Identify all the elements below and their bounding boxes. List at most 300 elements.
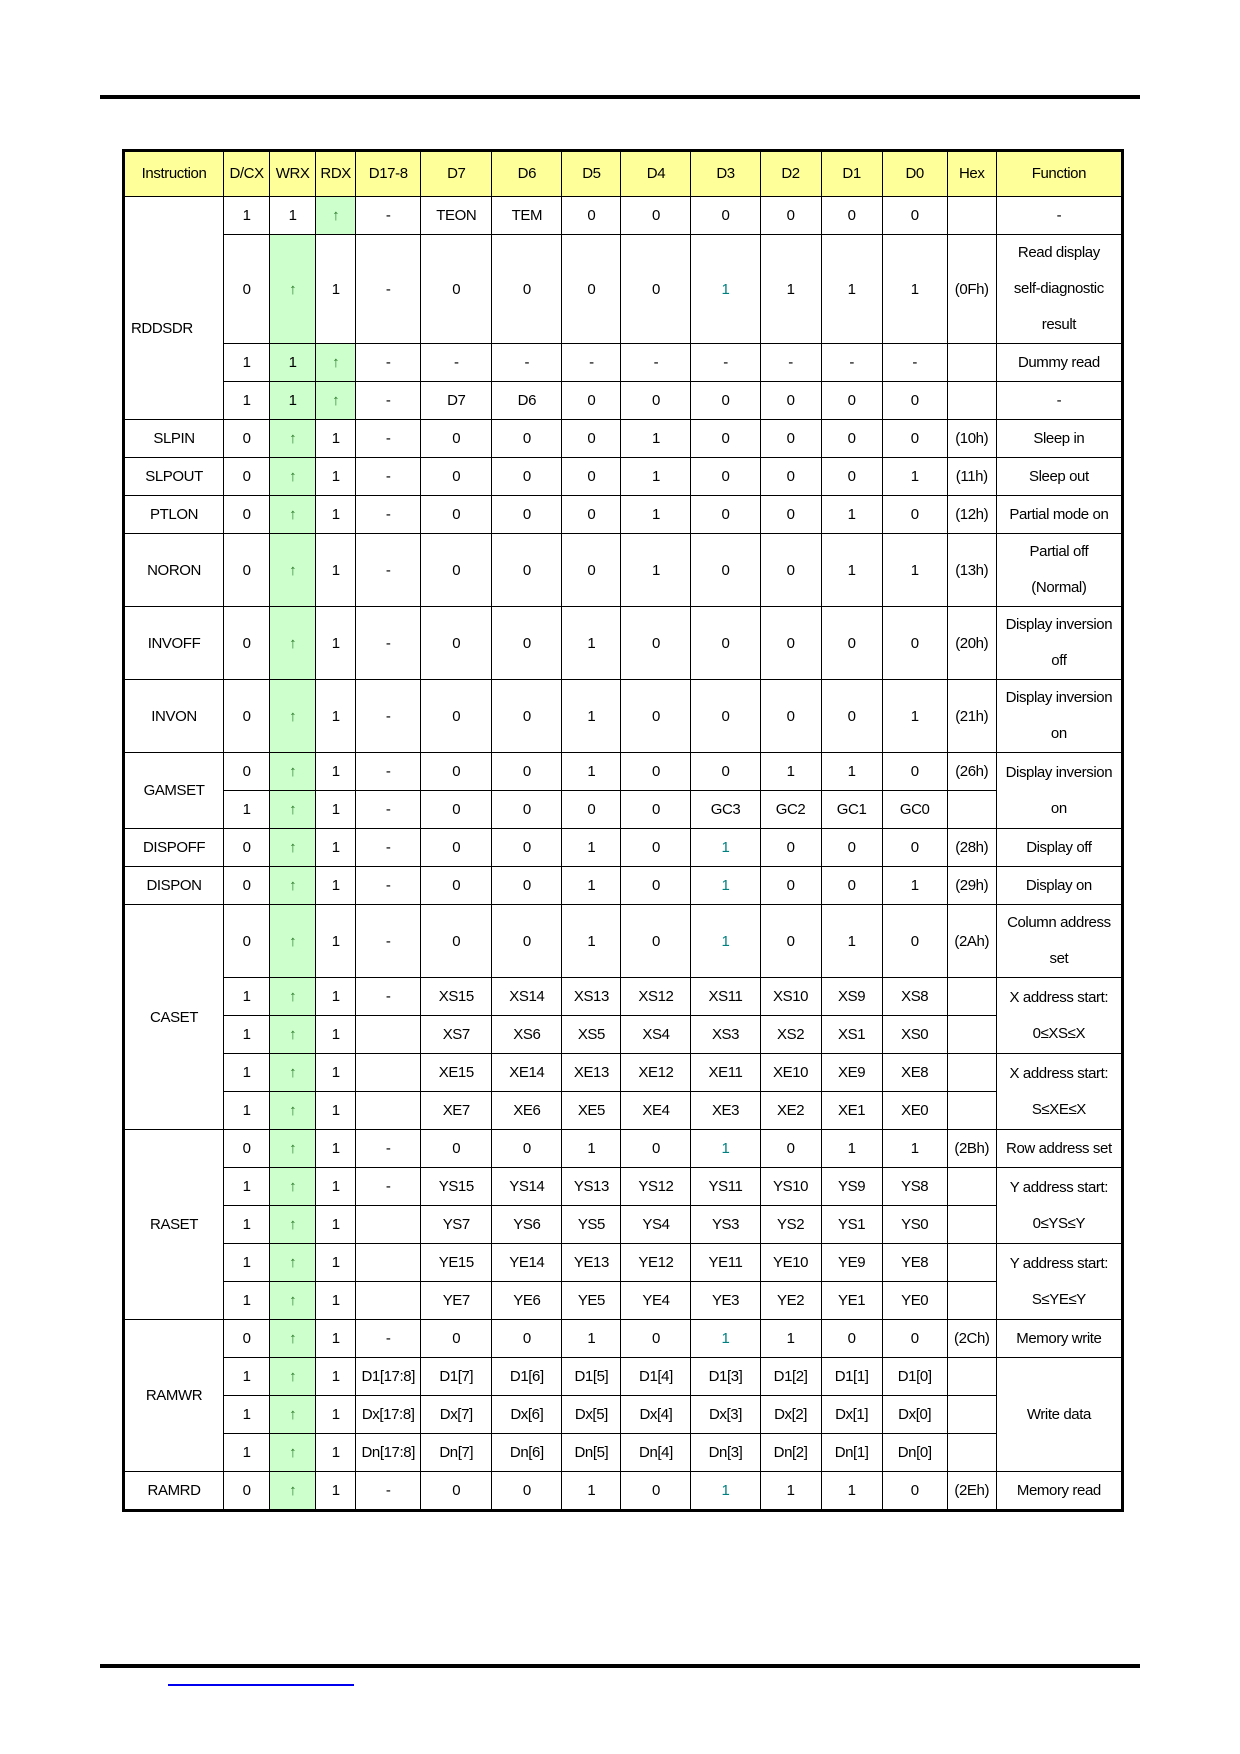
- cell-d0: 1: [882, 1130, 947, 1168]
- cell-d5: 1: [562, 607, 621, 680]
- col-header-function: Function: [996, 151, 1122, 197]
- cell-hex: [947, 978, 996, 1016]
- cell-rdx: 1: [316, 1206, 356, 1244]
- function-line: 0≤XS≤X: [1032, 1024, 1086, 1042]
- cell-hex: (21h): [947, 680, 996, 753]
- cell-wrx: [270, 607, 316, 680]
- cell-d5: 1: [562, 753, 621, 791]
- cell-d6: 0: [492, 829, 562, 867]
- cell-hex: (2Bh): [947, 1130, 996, 1168]
- cell-d17-8: Dx[17:8]: [356, 1396, 421, 1434]
- cell-d4: -: [621, 344, 691, 382]
- cell-d6: XS6: [492, 1016, 562, 1054]
- cell-d7: 0: [421, 1320, 492, 1358]
- cell-hex: [947, 197, 996, 235]
- rising-edge-arrow-icon: ↑: [289, 1026, 297, 1043]
- cell-d2: 0: [760, 197, 821, 235]
- cell-function: [996, 1168, 1122, 1244]
- cell-d2: XS10: [760, 978, 821, 1016]
- cell-instruction: RAMWR: [124, 1320, 224, 1472]
- cell-d0: Dx[0]: [882, 1396, 947, 1434]
- cell-d17-8: -: [356, 235, 421, 344]
- cell-rdx: 1: [316, 978, 356, 1016]
- cell-function: Memory write: [996, 1320, 1122, 1358]
- cell-d0: YE8: [882, 1244, 947, 1282]
- cell-d7: 0: [421, 680, 492, 753]
- cell-d6: YE14: [492, 1244, 562, 1282]
- cell-d6: 0: [492, 680, 562, 753]
- cell-d0: 1: [882, 680, 947, 753]
- rising-edge-arrow-icon: ↑: [289, 988, 297, 1005]
- function-line: Read display: [1017, 244, 1100, 261]
- rising-edge-arrow-icon: ↑: [289, 430, 297, 447]
- cell-wrx: [270, 791, 316, 829]
- cell-d4: 0: [621, 791, 691, 829]
- cell-d3: 0: [691, 680, 760, 753]
- cell-dcx: 1: [224, 791, 270, 829]
- function-line: off: [1051, 652, 1067, 669]
- cell-d2: YS10: [760, 1168, 821, 1206]
- cell-d6: D1[6]: [492, 1358, 562, 1396]
- cell-d1: 0: [821, 867, 882, 905]
- cell-dcx: 0: [224, 1130, 270, 1168]
- cell-d0: 0: [882, 829, 947, 867]
- cell-d5: 0: [562, 496, 621, 534]
- cell-dcx: 0: [224, 235, 270, 344]
- cell-d17-8: -: [356, 197, 421, 235]
- col-header-wrx: WRX: [270, 151, 316, 197]
- cell-d1: YS1: [821, 1206, 882, 1244]
- cell-hex: (10h): [947, 420, 996, 458]
- cell-wrx: [270, 1434, 316, 1472]
- cell-d2: XS2: [760, 1016, 821, 1054]
- cell-d7: Dx[7]: [421, 1396, 492, 1434]
- cell-hex: (11h): [947, 458, 996, 496]
- cell-instruction: SLPIN: [124, 420, 224, 458]
- cell-d0: 0: [882, 1320, 947, 1358]
- cell-d2: XE10: [760, 1054, 821, 1092]
- table-row: [124, 829, 1123, 867]
- cell-d0: 1: [882, 867, 947, 905]
- table-row: [124, 1054, 1123, 1092]
- cell-d7: 0: [421, 496, 492, 534]
- cell-dcx: 1: [224, 978, 270, 1016]
- rising-edge-arrow-icon: ↑: [289, 932, 297, 950]
- table-row: [124, 534, 1123, 607]
- cell-hex: (28h): [947, 829, 996, 867]
- cell-d17-8: -: [356, 978, 421, 1016]
- cell-d4: Dx[4]: [621, 1396, 691, 1434]
- cell-rdx: 1: [316, 1168, 356, 1206]
- cell-d3: 1: [691, 1320, 760, 1358]
- cell-d5: Dn[5]: [562, 1434, 621, 1472]
- cell-d2: 0: [760, 905, 821, 978]
- cell-d0: XS8: [882, 978, 947, 1016]
- cell-d7: 0: [421, 420, 492, 458]
- cell-d2: Dn[2]: [760, 1434, 821, 1472]
- cell-d6: YS14: [492, 1168, 562, 1206]
- cell-hex: (2Ch): [947, 1320, 996, 1358]
- cell-dcx: 1: [224, 1206, 270, 1244]
- cell-d7: YE7: [421, 1282, 492, 1320]
- table-row: [124, 905, 1123, 978]
- table-row: [124, 1282, 1123, 1320]
- cell-d1: YS9: [821, 1168, 882, 1206]
- cell-d5: XE13: [562, 1054, 621, 1092]
- cell-d6: 0: [492, 867, 562, 905]
- cell-dcx: 0: [224, 829, 270, 867]
- cell-instruction: PTLON: [124, 496, 224, 534]
- footer-rule: [100, 1664, 1140, 1668]
- cell-d2: D1[2]: [760, 1358, 821, 1396]
- cell-rdx: 1: [316, 867, 356, 905]
- cell-function: Dummy read: [996, 344, 1122, 382]
- cell-d5: -: [562, 344, 621, 382]
- cell-d0: D1[0]: [882, 1358, 947, 1396]
- rising-edge-arrow-icon: ↑: [289, 1178, 297, 1195]
- cell-d7: TEON: [421, 197, 492, 235]
- cell-rdx: 1: [316, 829, 356, 867]
- cell-wrx: [270, 458, 316, 496]
- cell-function: Display on: [996, 867, 1122, 905]
- cell-d7: 0: [421, 753, 492, 791]
- cell-function: -: [996, 197, 1122, 235]
- cell-d4: XS4: [621, 1016, 691, 1054]
- rising-edge-arrow-icon: ↑: [289, 1368, 297, 1385]
- cell-d0: 0: [882, 753, 947, 791]
- cell-hex: [947, 1282, 996, 1320]
- cell-d4: 0: [621, 680, 691, 753]
- cell-d1: 1: [821, 905, 882, 978]
- cell-d2: 0: [760, 607, 821, 680]
- cell-function: -: [996, 382, 1122, 420]
- cell-d2: 1: [760, 1472, 821, 1511]
- function-line: S≤YE≤Y: [1031, 1290, 1086, 1308]
- cell-d17-8: -: [356, 344, 421, 382]
- cell-d17-8: Dn[17:8]: [356, 1434, 421, 1472]
- cell-hex: (29h): [947, 867, 996, 905]
- cell-function: Row address set: [996, 1130, 1122, 1168]
- cell-rdx: [316, 382, 356, 420]
- table-row: [124, 1092, 1123, 1130]
- cell-d3: 1: [691, 1472, 760, 1511]
- cell-d2: 0: [760, 829, 821, 867]
- cell-wrx: [270, 905, 316, 978]
- cell-wrx: [270, 1054, 316, 1092]
- cell-d5: YS13: [562, 1168, 621, 1206]
- cell-d0: 0: [882, 197, 947, 235]
- cell-dcx: 1: [224, 344, 270, 382]
- cell-dcx: 0: [224, 867, 270, 905]
- cell-d2: -: [760, 344, 821, 382]
- function-line: on: [1050, 725, 1067, 742]
- cell-d4: 0: [621, 1130, 691, 1168]
- table-row: [124, 1472, 1123, 1511]
- cell-d4: 0: [621, 1320, 691, 1358]
- col-header-d7: D7: [421, 151, 492, 197]
- function-line: S≤XE≤X: [1031, 1100, 1086, 1118]
- rising-edge-arrow-icon: ↑: [289, 561, 297, 579]
- cell-d6: 0: [492, 534, 562, 607]
- cell-d4: 0: [621, 197, 691, 235]
- cell-wrx: [270, 1472, 316, 1511]
- cell-d1: D1[1]: [821, 1358, 882, 1396]
- cell-d7: XE7: [421, 1092, 492, 1130]
- cell-d2: 0: [760, 867, 821, 905]
- cell-d1: 0: [821, 382, 882, 420]
- cell-rdx: 1: [316, 1016, 356, 1054]
- cell-dcx: 1: [224, 1358, 270, 1396]
- function-line: (Normal): [1031, 579, 1087, 596]
- cell-d4: XE4: [621, 1092, 691, 1130]
- cell-d0: XE0: [882, 1092, 947, 1130]
- cell-d3: 1: [691, 905, 760, 978]
- cell-d3: -: [691, 344, 760, 382]
- cell-d6: 0: [492, 420, 562, 458]
- cell-wrx: [270, 1320, 316, 1358]
- cell-wrx: [270, 1358, 316, 1396]
- cell-d5: 1: [562, 1320, 621, 1358]
- cell-function: Partial mode on: [996, 496, 1122, 534]
- cell-d2: 0: [760, 680, 821, 753]
- cell-d4: YE12: [621, 1244, 691, 1282]
- cell-d6: 0: [492, 1472, 562, 1511]
- cell-rdx: 1: [316, 420, 356, 458]
- cell-d3: XE11: [691, 1054, 760, 1092]
- cell-d5: 1: [562, 680, 621, 753]
- rising-edge-arrow-icon: ↑: [289, 839, 297, 856]
- cell-d6: 0: [492, 905, 562, 978]
- cell-d5: XE5: [562, 1092, 621, 1130]
- cell-d7: D7: [421, 382, 492, 420]
- cell-function: Write data: [996, 1358, 1122, 1472]
- cell-dcx: 0: [224, 905, 270, 978]
- cell-d4: 0: [621, 867, 691, 905]
- cell-d6: XS14: [492, 978, 562, 1016]
- cell-d2: 0: [760, 382, 821, 420]
- cell-hex: (2Eh): [947, 1472, 996, 1511]
- cell-d6: 0: [492, 753, 562, 791]
- rising-edge-arrow-icon: ↑: [289, 707, 297, 725]
- cell-d4: Dn[4]: [621, 1434, 691, 1472]
- cell-instruction: INVON: [124, 680, 224, 753]
- cell-function: [996, 235, 1122, 344]
- cell-d6: 0: [492, 496, 562, 534]
- cell-hex: (20h): [947, 607, 996, 680]
- cell-d7: XS7: [421, 1016, 492, 1054]
- cell-wrx: 1: [270, 382, 316, 420]
- cell-instruction: INVOFF: [124, 607, 224, 680]
- cell-d3: YE11: [691, 1244, 760, 1282]
- cell-hex: [947, 1206, 996, 1244]
- cell-function: [996, 534, 1122, 607]
- table-row: [124, 1244, 1123, 1282]
- cell-wrx: [270, 420, 316, 458]
- cell-function: [996, 905, 1122, 978]
- table-row: [124, 680, 1123, 753]
- cell-rdx: 1: [316, 534, 356, 607]
- col-header-dcx: D/CX: [224, 151, 270, 197]
- cell-d17-8: -: [356, 867, 421, 905]
- cell-d3: YS3: [691, 1206, 760, 1244]
- cell-hex: [947, 344, 996, 382]
- cell-d3: XS11: [691, 978, 760, 1016]
- cell-rdx: 1: [316, 1358, 356, 1396]
- cell-d0: XE8: [882, 1054, 947, 1092]
- cell-d7: 0: [421, 1130, 492, 1168]
- cell-d1: 0: [821, 458, 882, 496]
- cell-d5: XS13: [562, 978, 621, 1016]
- cell-d0: 1: [882, 235, 947, 344]
- cell-wrx: [270, 1244, 316, 1282]
- cell-d7: YE15: [421, 1244, 492, 1282]
- cell-d1: GC1: [821, 791, 882, 829]
- cell-rdx: 1: [316, 235, 356, 344]
- cell-d6: Dx[6]: [492, 1396, 562, 1434]
- cell-d3: XS3: [691, 1016, 760, 1054]
- rising-edge-arrow-icon: ↑: [289, 801, 297, 818]
- cell-hex: [947, 1396, 996, 1434]
- col-header-d3: D3: [691, 151, 760, 197]
- cell-wrx: [270, 1282, 316, 1320]
- cell-dcx: 1: [224, 382, 270, 420]
- cell-dcx: 1: [224, 1016, 270, 1054]
- cell-d17-8: -: [356, 1130, 421, 1168]
- cell-d17-8: -: [356, 829, 421, 867]
- cell-dcx: 1: [224, 1168, 270, 1206]
- footer-link[interactable]: [168, 1684, 354, 1686]
- cell-d4: 0: [621, 753, 691, 791]
- cell-d2: 1: [760, 1320, 821, 1358]
- cell-d7: 0: [421, 607, 492, 680]
- cell-wrx: [270, 978, 316, 1016]
- cell-dcx: 1: [224, 1396, 270, 1434]
- cell-d17-8: -: [356, 1472, 421, 1511]
- cell-dcx: 0: [224, 680, 270, 753]
- cell-rdx: 1: [316, 1130, 356, 1168]
- cell-d7: XS15: [421, 978, 492, 1016]
- cell-function: [996, 607, 1122, 680]
- table-row: [124, 235, 1123, 344]
- cell-d17-8: -: [356, 534, 421, 607]
- cell-d7: D1[7]: [421, 1358, 492, 1396]
- cell-d4: 1: [621, 534, 691, 607]
- table-row: [124, 458, 1123, 496]
- cell-d1: -: [821, 344, 882, 382]
- cell-dcx: 1: [224, 1244, 270, 1282]
- function-line: 0≤YS≤Y: [1032, 1214, 1086, 1232]
- cell-rdx: 1: [316, 458, 356, 496]
- cell-d3: 1: [691, 829, 760, 867]
- cell-d17-8: -: [356, 458, 421, 496]
- cell-function: Sleep in: [996, 420, 1122, 458]
- cell-d5: YE5: [562, 1282, 621, 1320]
- command-table: [122, 149, 1124, 1512]
- cell-d6: D6: [492, 382, 562, 420]
- cell-function: [996, 978, 1122, 1054]
- cell-d3: XE3: [691, 1092, 760, 1130]
- cell-hex: (2Ah): [947, 905, 996, 978]
- cell-d7: 0: [421, 534, 492, 607]
- cell-d7: 0: [421, 1472, 492, 1511]
- cell-d4: 0: [621, 905, 691, 978]
- cell-d3: 1: [691, 867, 760, 905]
- cell-d5: 1: [562, 1130, 621, 1168]
- table-row: [124, 496, 1123, 534]
- rising-edge-arrow-icon: ↑: [332, 207, 340, 224]
- cell-d1: XS9: [821, 978, 882, 1016]
- table-row: [124, 420, 1123, 458]
- cell-d6: 0: [492, 607, 562, 680]
- cell-d0: Dn[0]: [882, 1434, 947, 1472]
- cell-d1: 1: [821, 753, 882, 791]
- header-row: [124, 151, 1123, 197]
- cell-wrx: 1: [270, 344, 316, 382]
- cell-d3: 0: [691, 496, 760, 534]
- rising-edge-arrow-icon: ↑: [289, 1444, 297, 1461]
- cell-d6: XE14: [492, 1054, 562, 1092]
- cell-function: [996, 1244, 1122, 1320]
- cell-d1: 0: [821, 197, 882, 235]
- cell-rdx: 1: [316, 496, 356, 534]
- cell-d2: 0: [760, 496, 821, 534]
- cell-instruction: GAMSET: [124, 753, 224, 829]
- cell-hex: (12h): [947, 496, 996, 534]
- cell-d3: YS11: [691, 1168, 760, 1206]
- rising-edge-arrow-icon: ↑: [289, 468, 297, 485]
- table-row: [124, 978, 1123, 1016]
- table-row: [124, 197, 1123, 235]
- cell-wrx: [270, 753, 316, 791]
- function-line: Y address start:: [1009, 1178, 1109, 1196]
- cell-hex: [947, 1054, 996, 1092]
- cell-d5: 0: [562, 235, 621, 344]
- rising-edge-arrow-icon: ↑: [289, 1482, 297, 1499]
- cell-d2: 1: [760, 235, 821, 344]
- cell-d5: D1[5]: [562, 1358, 621, 1396]
- cell-d17-8: [356, 1282, 421, 1320]
- cell-rdx: 1: [316, 680, 356, 753]
- cell-hex: [947, 1244, 996, 1282]
- table-row: [124, 753, 1123, 791]
- cell-d3: 0: [691, 607, 760, 680]
- cell-wrx: [270, 534, 316, 607]
- cell-d6: -: [492, 344, 562, 382]
- rising-edge-arrow-icon: ↑: [289, 1406, 297, 1423]
- cell-d4: XS12: [621, 978, 691, 1016]
- cell-d7: 0: [421, 867, 492, 905]
- col-header-d5: D5: [562, 151, 621, 197]
- cell-rdx: [316, 197, 356, 235]
- cell-d4: YS4: [621, 1206, 691, 1244]
- cell-d5: 0: [562, 458, 621, 496]
- cell-d4: 0: [621, 1472, 691, 1511]
- cell-d5: 1: [562, 829, 621, 867]
- rising-edge-arrow-icon: ↑: [289, 634, 297, 652]
- cell-wrx: [270, 1092, 316, 1130]
- cell-d7: 0: [421, 791, 492, 829]
- cell-d1: 0: [821, 680, 882, 753]
- cell-d6: YE6: [492, 1282, 562, 1320]
- cell-hex: [947, 791, 996, 829]
- cell-d0: 0: [882, 905, 947, 978]
- cell-d2: 0: [760, 458, 821, 496]
- cell-d17-8: [356, 1244, 421, 1282]
- function-line: X address start:: [1009, 988, 1109, 1006]
- cell-d3: 0: [691, 420, 760, 458]
- cell-dcx: 1: [224, 1434, 270, 1472]
- cell-d2: YS2: [760, 1206, 821, 1244]
